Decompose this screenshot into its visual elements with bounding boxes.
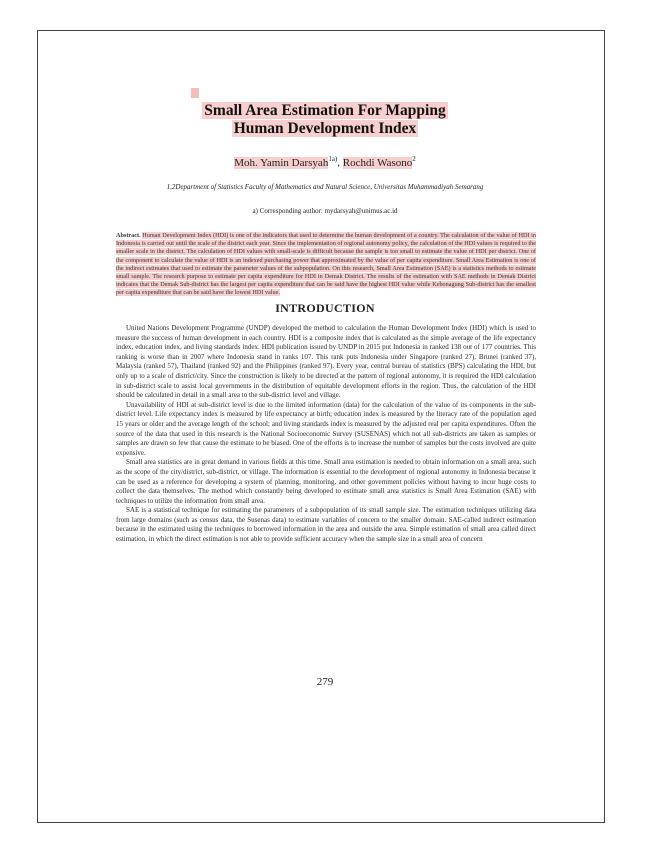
page-number: 279	[316, 676, 334, 688]
author-2-sup: 2	[412, 155, 416, 163]
paragraph: United Nations Development Programme (UNDP) developed the method to calculation the Human Development Index (HDI) which is used to measure the success of human development in each country. HDI is a composite index that is calculated as the simple average of the life expectancy index, education index, and living standards index. HDI publication issued by UNDP in 2015 put Indonesia in ranked 138 out of 177 countries. This ranking is worse than in 2007 where Indonesia stand in ranks 107. This rank puts Indonesia under Singapore (ranked 27), Brunei (ranked 37), Malaysia (ranked 57), Thailand (ranked 92) and the Philippines (ranked 97). Every year, central bureau of statistics (BPS) calculating the HDI, but only up to a scale of district/city. Since the construction is likely to be directed at the pattern of regional autonomy, it is required the HDI calculation in sub-district scale to assist local governments in the distribution of equitable development efforts in the region. Thus, the calculation of the HDI should be calculated in detail in a small area to the sub-district level and village.	[116, 324, 536, 400]
author-1-sup: 1a)	[328, 155, 338, 163]
author-separator: ,	[337, 156, 341, 169]
paper-title	[60, 102, 590, 138]
paragraph: Small area statistics are in great demand in various fields at this time. Small area estimation is needed to obtain information on a small area, such as the scope of the city/district, sub-district, or village. The information is essential to the development of regional autonomy in Indonesia because it can be used as a reference for developing a system of planning, monitoring, and other government policies without having to incur huge costs to collect the data themselves. The method which constantly being developed to estimate small area statistics is Small Area Estimation (SAE) with techniques to utilize the information from small area.	[116, 458, 536, 505]
author-list	[60, 155, 590, 169]
abstract-label: Abstract.	[116, 232, 141, 239]
title-line-1: Small Area Estimation For Mapping	[204, 102, 446, 119]
introduction-body	[116, 324, 536, 545]
abstract-text: Human Development Index (HDI) is one of the indicators that used to determine the human development of a country. The calculation of the value of HDI in Indonesia is carried out until the scale of the district each year. Since the implementation of regional autonomy policy, the calculation of the HDI values is required to the smaller scale in the district. The calculation of HDI values with small-scale is difficult because the sample is too small to estimate the value of HDI per district. One of the component to calculate the value of HDI is an indexed purchasing power that approximated by the value of per capita expenditure. Small Area Estimation is one of the indirect estimates that used to estimate the parameter values of the subpopulation. On this research, Small Area Estimation (SAE) is a statistics methods to estimate small sample. The research purpose to estimate per capita expenditure for HDI in Demak District. The results of the estimation with SAE methods in Demak District indicates that the Demak Sub-district has the largest per capita expenditure that can be said have the highest HDI value while Kebonagung Sub-district has the smallest per capita expenditure that can be said have the lowest HDI value.	[116, 232, 536, 297]
section-heading-introduction: INTRODUCTION	[275, 301, 375, 315]
affiliation: 1,2Department of Statistics Faculty of Mathematics and Natural Science, Universitas Muhammadiyah Semarang	[166, 183, 484, 191]
author-1-name: Moh. Yamin Darsyah	[234, 156, 329, 169]
paragraph: SAE is a statistical technique for estimating the parameters of a subpopulation of its small sample size. The estimation techniques utilizing data from large domains (such as census data, the Susenas data) to estimate variables of concern to the smaller domain. SAE-called indirect estimation because in the estimated using the techniques to borrowed information in the area and outside the area. Simple estimation of small area called direct estimation, in which the direct estimation is not able to provide sufficient accuracy when the sample size in a small area of concern	[116, 506, 536, 544]
title-line-2: Human Development Index	[233, 120, 417, 137]
corresponding-author: a) Corresponding author: mydarsyah@unimus.ac.id	[252, 207, 398, 215]
author-2-name: Rochdi Wasono	[342, 156, 413, 169]
abstract	[116, 232, 536, 298]
paragraph: Unavailability of HDI at sub-district level is due to the limited information (data) for the calculation of the value of its components in the sub-district level. Life expectancy index is measured by life expectancy at birth; education index is measured by the literacy rate of the population aged 15 years or older and the average length of the school; and living standards index is measured by the adjusted real per capita expenditures. Often the source of the data that used in this research is the National Socioeconomic Survey (SUSENAS) which not all sub-districts are taken as samples or samples are drawn so few that cause the estimate to be biased. One of the efforts is to increase the number of samples but the costs involved are quite expensive.	[116, 400, 536, 457]
highlight-marker	[191, 88, 199, 98]
